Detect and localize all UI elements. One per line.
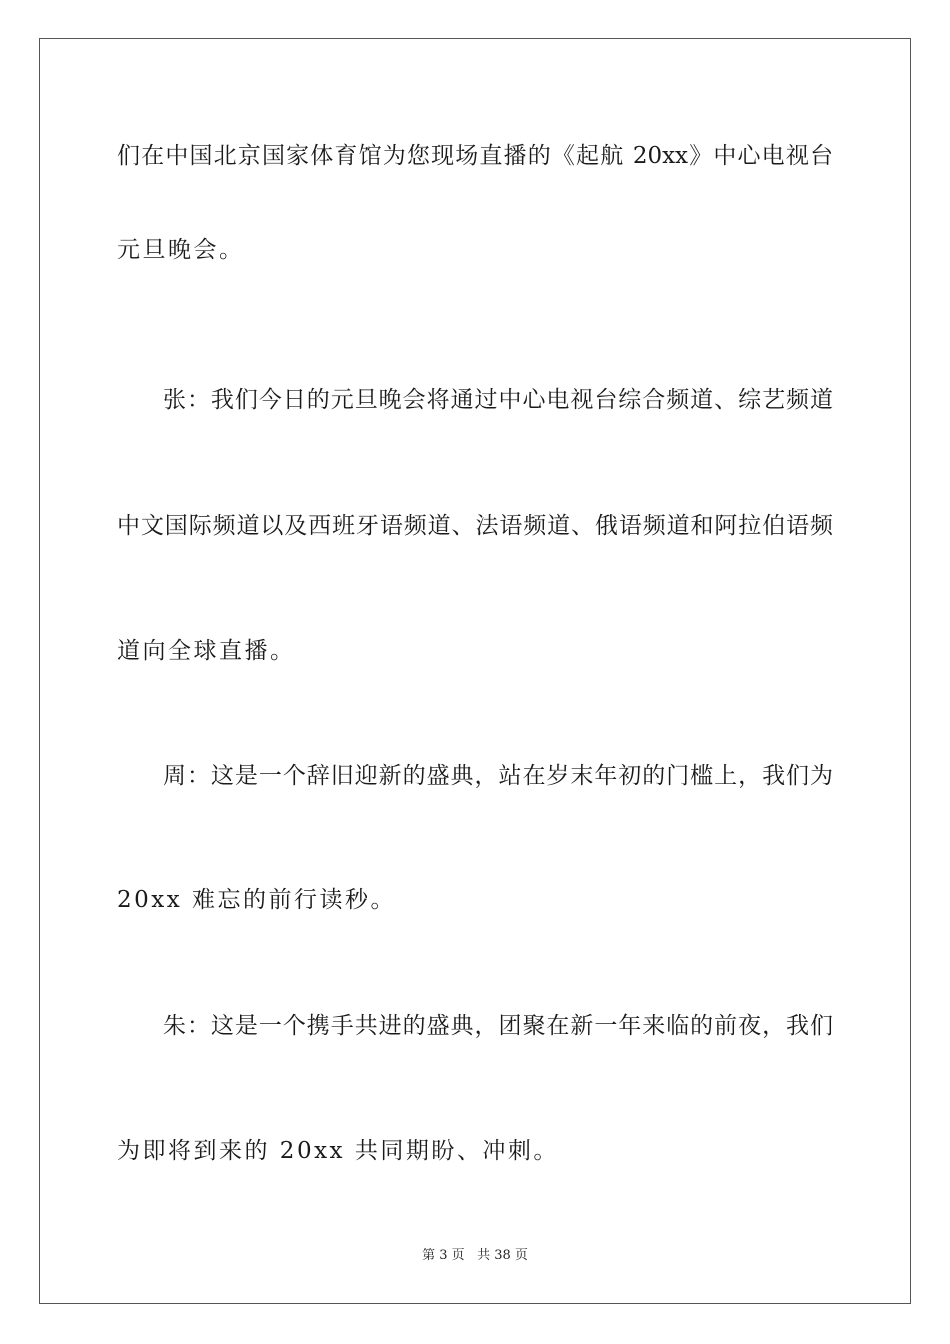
text-line-4: 中文国际频道以及西班牙语频道、法语频道、俄语频道和阿拉伯语频	[117, 513, 833, 539]
text-line-3: 张：我们今日的元旦晚会将通过中心电视台综合频道、综艺频道	[163, 387, 833, 413]
text-line-5: 道向全球直播。	[117, 638, 296, 664]
text-line-6: 周：这是一个辞旧迎新的盛典，站在岁末年初的门槛上，我们为	[163, 763, 833, 789]
text-line-8: 朱：这是一个携手共进的盛典，团聚在新一年来临的前夜，我们	[163, 1013, 833, 1039]
text-line-1: 们在中国北京国家体育馆为您现场直播的《起航 20xx》中心电视台	[117, 143, 833, 169]
page-border	[39, 38, 911, 1304]
text-line-7: 20xx 难忘的前行读秒。	[117, 887, 397, 913]
text-line-2: 元旦晚会。	[117, 237, 245, 263]
page-total: 共 38 页	[477, 1248, 528, 1263]
page-footer	[0, 1248, 950, 1264]
page-number: 第 3 页	[422, 1248, 465, 1263]
text-line-9: 为即将到来的 20xx 共同期盼、冲刺。	[117, 1138, 559, 1164]
